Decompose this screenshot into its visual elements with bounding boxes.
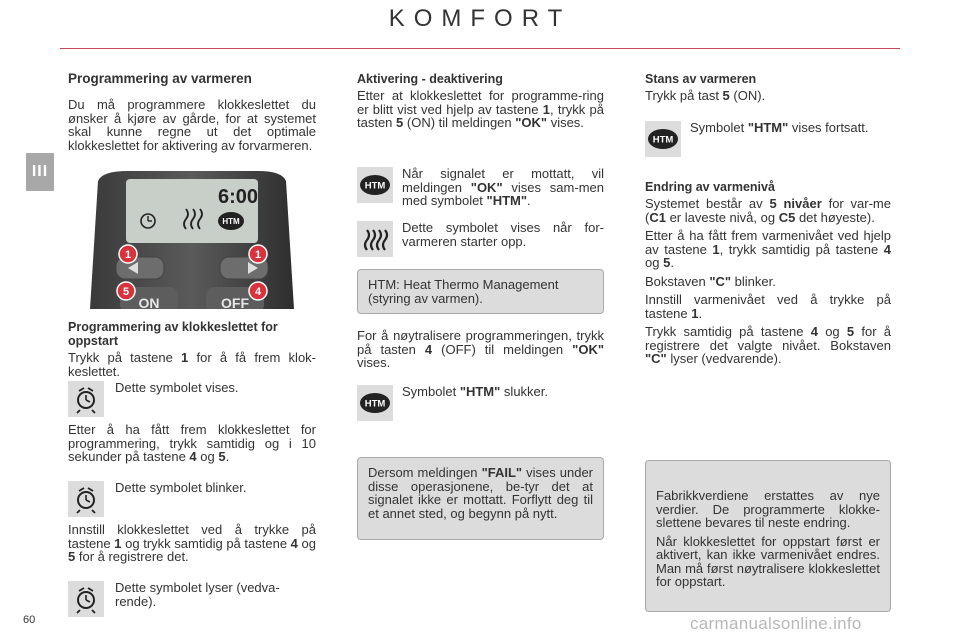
watermark: carmanualsonline.info [690, 614, 862, 633]
step-3-text: Innstill klokkeslettet ved å trykke på tastene 1 og trykk samtidig på tastene 4 og 5 for å registrere det. [68, 522, 316, 564]
remote-control-photo [68, 171, 316, 309]
symbol-steady-text: Dette symbolet lyser (vedva-rende). [115, 580, 280, 609]
heater-starts-text: Dette symbolet vises når for-varmeren starter opp. [402, 220, 604, 249]
header-divider [60, 48, 900, 49]
sub-title: Programmering av klokkeslettet for oppstart [68, 320, 278, 348]
section-title: Endring av varmenivå [645, 180, 775, 194]
page-number: 60 [23, 614, 36, 626]
heat-level-section [645, 180, 891, 366]
page-title: KOMFORT [388, 5, 572, 32]
svg-text:HTM: HTM [364, 398, 386, 410]
section-title: Stans av varmeren [645, 72, 757, 86]
section-title: Programmering av varmeren [68, 71, 252, 86]
step-2-text: Etter å ha fått frem klokkeslettet for programmering, trykk samtidig og i 10 sekunder på tastene 4 og 5. [68, 422, 316, 464]
symbol-blinks-text: Dette symbolet blinker. [115, 480, 247, 495]
factory-info-box [645, 460, 891, 612]
htm-still-shown-text: Symbolet "HTM" vises fortsatt. [690, 120, 869, 135]
clock-readout: 6:00 [218, 186, 259, 208]
htm-icon [357, 385, 393, 421]
badge-1-left [119, 245, 137, 263]
svg-text:5: 5 [122, 286, 130, 298]
badge-4 [249, 282, 267, 300]
htm-icon [357, 167, 393, 203]
level-step-1: Etter å ha fått frem varmenivået ved hjelp av tastene 1, trykk samtidig på tastene 4 og 5. [645, 228, 891, 270]
on-button-label: ON [138, 295, 160, 309]
svg-text:HTM: HTM [364, 180, 386, 192]
remote-control-image [68, 171, 316, 309]
column-programming [68, 72, 316, 152]
neutralize-text: For å nøytralisere programmeringen, trykk på tasten 4 (OFF) til meldingen "OK" vises. [357, 328, 604, 370]
chapter-tab[interactable]: III [26, 153, 54, 191]
factory-values-text: Fabrikkverdiene erstattes av nye verdier. De programmerte klokke-slettene bevares til neste endring. [656, 488, 880, 530]
htm-icon [218, 212, 244, 230]
factory-note-text: Når klokkeslettet for oppstart først er aktivert, kan ikke varmenivået endres. Man må først nøytralisere klokkeslettet for oppstart. [656, 533, 880, 589]
htm-off-text: Symbolet "HTM" slukker. [402, 384, 548, 399]
htm-info-box [357, 269, 604, 314]
fail-info-box [357, 457, 604, 540]
clock-symbol-icon [68, 581, 104, 617]
heat-waves-icon [357, 221, 393, 257]
badge-1-right [249, 245, 267, 263]
levels-text: Systemet består av 5 nivåer for var-me (C1 er laveste nivå, og C5 det høyeste). [645, 196, 891, 225]
column-stop [645, 72, 891, 103]
fail-message: Dersom meldingen "FAIL" vises under disse operasjonene, be-tyr det at signalet ikke er mottatt. Forflytt deg til et annet sted, og begynn på nytt. [368, 465, 593, 521]
htm-definition: HTM: Heat Thermo Management (styring av varmen). [368, 277, 559, 306]
svg-text:1: 1 [124, 249, 132, 261]
badge-5 [117, 282, 135, 300]
sub-section-start-time [68, 320, 316, 378]
step-1-text: Trykk på tastene 1 for å få frem klok-keslettet. [68, 350, 317, 379]
svg-text:HTM: HTM [652, 134, 674, 146]
signal-received-text: Når signalet er mottatt, vil meldingen "OK" vises sam-men med symbolet "HTM". [402, 166, 604, 208]
clock-symbol-icon [68, 481, 104, 517]
svg-text:4: 4 [254, 286, 262, 298]
symbol-shown-text: Dette symbolet vises. [115, 380, 239, 395]
htm-icon [645, 121, 681, 157]
intro-text: Du må programmere klokkeslettet du ønsker å kjøre av gårde, for at systemet skal kunne regne ut det optimale klokkeslettet for aktivering av forvarmeren. [68, 97, 316, 153]
off-button-label: OFF [221, 295, 249, 309]
level-step-3: Innstill varmenivået ved å trykke på tastene 1. [645, 292, 891, 321]
activation-text: Etter at klokkeslettet for programme-ring er blitt vist ved hjelp av tastene 1, trykk på tasten 5 (ON) til meldingen "OK" vises. [357, 88, 604, 130]
stop-text: Trykk på tast 5 (ON). [645, 88, 766, 103]
svg-text:1: 1 [254, 249, 262, 261]
level-step-4: Trykk samtidig på tastene 4 og 5 for å registrere det valgte nivået. Bokstaven "C" lyser (vedvarende). [645, 324, 892, 366]
clock-symbol-icon [68, 381, 104, 417]
column-activation [357, 72, 604, 130]
svg-text:HTM: HTM [222, 217, 240, 226]
section-title: Aktivering - deaktivering [357, 72, 503, 86]
level-step-2: Bokstaven "C" blinker. [645, 273, 776, 289]
